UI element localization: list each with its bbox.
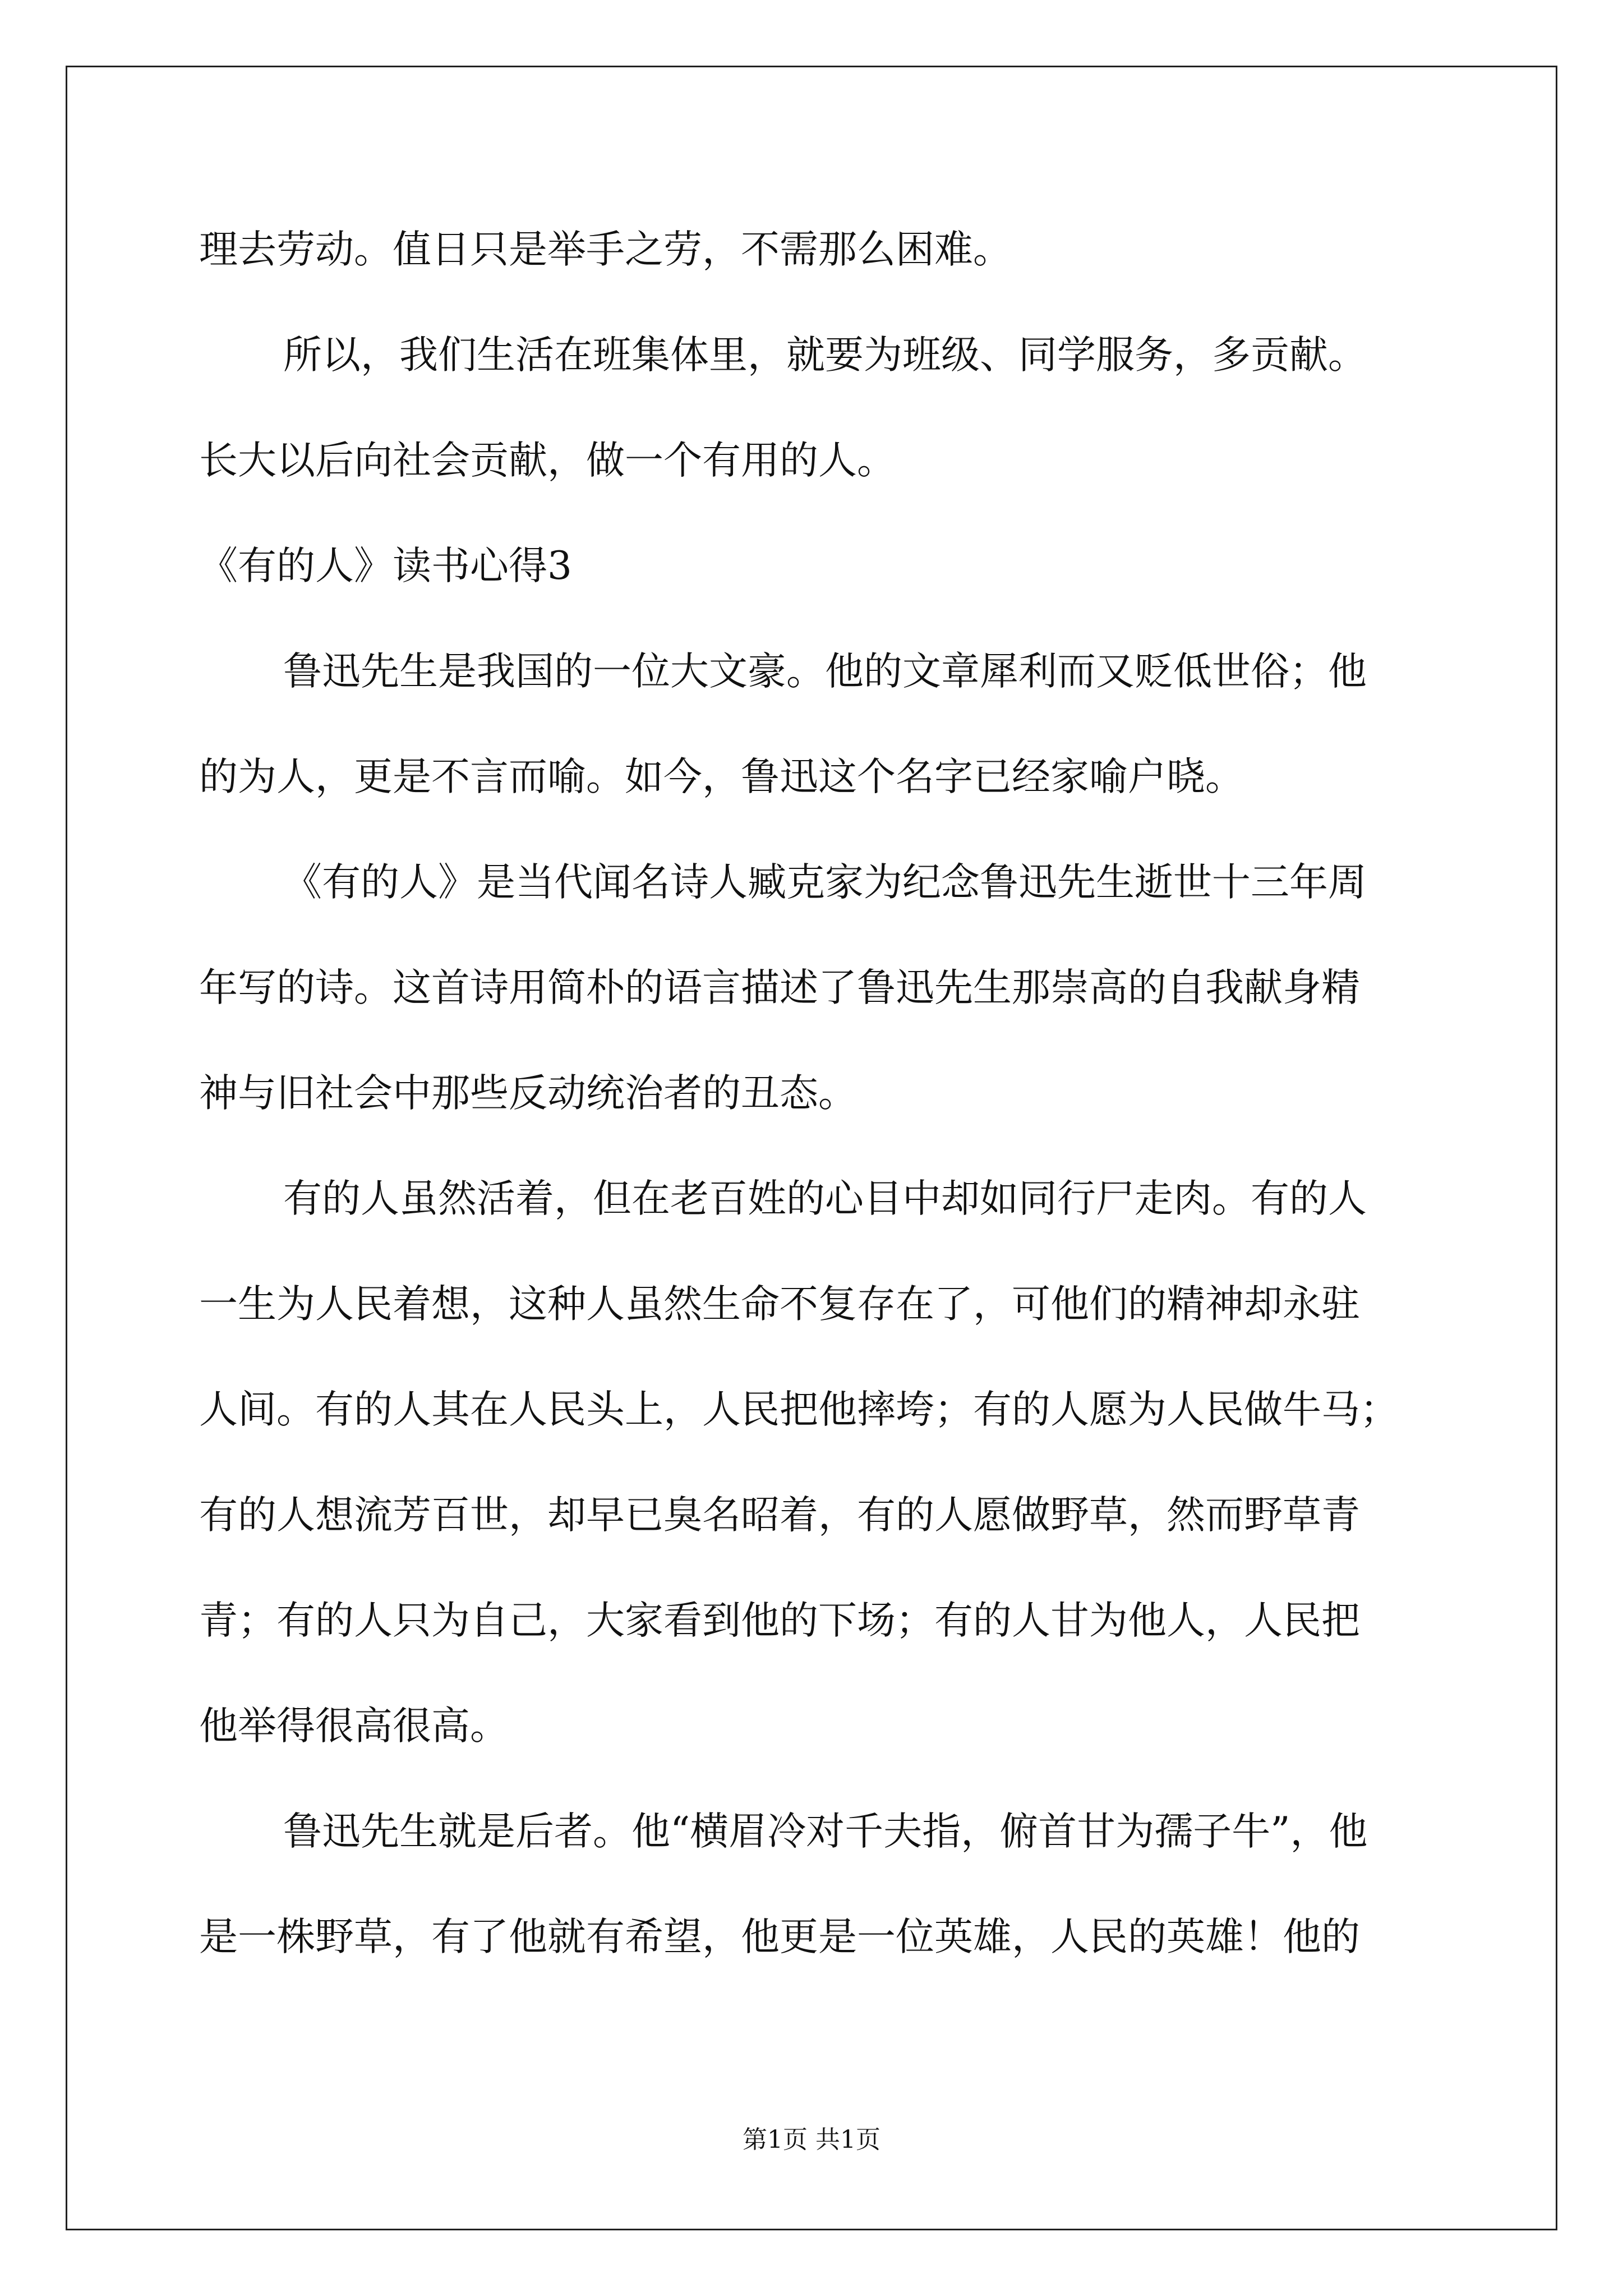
- text-line-16: 鲁迅先生就是后者。他“横眉冷对千夫指，俯首甘为孺子牛”，他: [283, 1809, 1368, 1854]
- text-line-6: 的为人，更是不言而喻。如今，鲁迅这个名字已经家喻户晓。: [199, 754, 1244, 799]
- text-line-15: 他举得很高很高。: [199, 1704, 509, 1749]
- page-border: [66, 66, 1557, 2230]
- text-line-9: 神与旧社会中那些反动统治者的丑态。: [199, 1071, 857, 1116]
- text-line-11: 一生为人民着想，这种人虽然生命不复存在了，可他们的精神却永驻: [199, 1282, 1360, 1327]
- text-line-8: 年写的诗。这首诗用简朴的语言描述了鲁迅先生那崇高的自我献身精: [199, 965, 1360, 1010]
- text-line-12: 人间。有的人其在人民头上，人民把他摔垮；有的人愿为人民做牛马；: [199, 1387, 1399, 1432]
- section-heading: 《有的人》读书心得3: [199, 544, 572, 588]
- text-line-5: 鲁迅先生是我国的一位大文豪。他的文章犀利而又贬低世俗；他: [283, 649, 1367, 694]
- text-line-1: 理去劳动。值日只是举手之劳，不需那么困难。: [199, 227, 1012, 272]
- text-line-2: 所以，我们生活在班集体里，就要为班级、同学服务，多贡献。: [283, 333, 1367, 378]
- text-line-13: 有的人想流芳百世，却早已臭名昭着，有的人愿做野草，然而野草青: [199, 1493, 1360, 1538]
- page-footer: 第1页 共1页: [743, 2125, 880, 2154]
- text-line-17: 是一株野草，有了他就有希望，他更是一位英雄，人民的英雄！他的: [199, 1915, 1360, 1959]
- text-line-10: 有的人虽然活着，但在老百姓的心目中却如同行尸走肉。有的人: [283, 1176, 1367, 1221]
- text-line-3: 长大以后向社会贡献，做一个有用的人。: [199, 438, 896, 483]
- text-line-14: 青；有的人只为自己，大家看到他的下场；有的人甘为他人，人民把: [199, 1598, 1360, 1643]
- text-line-7: 《有的人》是当代闻名诗人臧克家为纪念鲁迅先生逝世十三年周: [283, 860, 1367, 905]
